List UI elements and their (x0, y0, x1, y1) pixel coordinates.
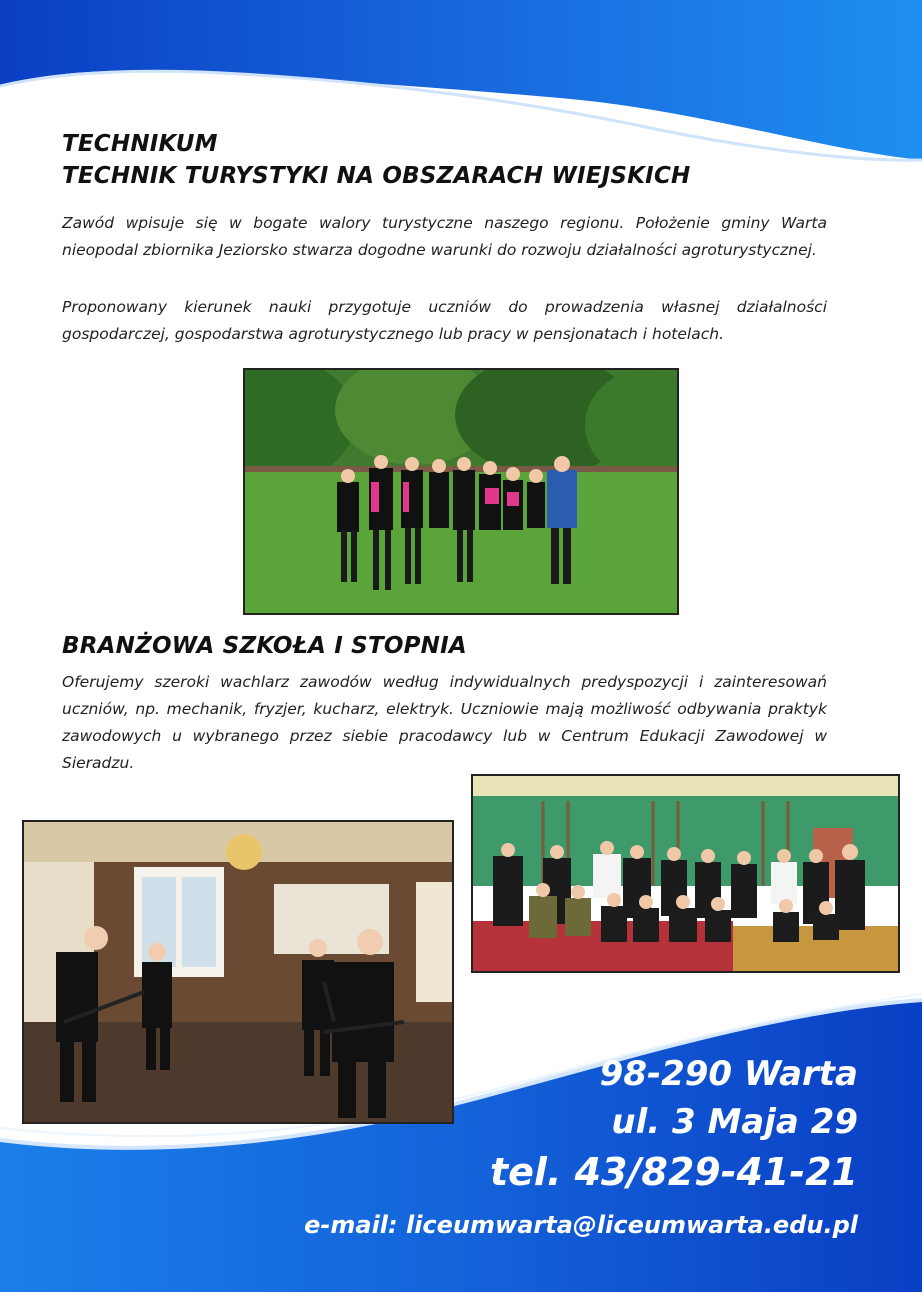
technikum-heading: TECHNIKUM (62, 131, 218, 157)
students-training-photo (22, 820, 454, 1124)
branzowa-heading: BRANŻOWA SZKOŁA I STOPNIA (62, 633, 467, 659)
contact-street-address: ul. 3 Maja 29 (611, 1102, 858, 1142)
technikum-paragraph-2: Proponowany kierunek nauki przygotuje uczniów do prowadzenia własnej działalności gospodarczej, gospodarstwa agroturystycznego lub pracy w pensjonatach i hotelach. (62, 298, 827, 343)
contact-phone: tel. 43/829-41-21 (489, 1150, 858, 1194)
technikum-paragraph-1: Zawód wpisuje się w bogate walory turystyczne naszego regionu. Położenie gminy Warta nieopodal zbiornika Jeziorsko stwarza dogodne warunki do rozwoju działalności agroturystycznej. (62, 214, 827, 259)
branzowa-paragraph: Oferujemy szeroki wachlarz zawodów według indywidualnych predyspozycji i zainteresowań uczniów, np. mechanik, fryzjer, kucharz, elektryk. Uczniowie mają możliwość odbywania praktyk zawodowych u wybranego przez siebie pracodawcy lub w Centrum Edukacji Zawodowej w Sieradzu. (62, 673, 827, 772)
team-photo-football-pitch (243, 368, 679, 615)
contact-email[interactable]: e-mail: liceumwarta@liceumwarta.edu.pl (304, 1211, 858, 1239)
contact-postal-code-city: 98-290 Warta (599, 1054, 858, 1094)
technikum-profession-heading: TECHNIK TURYSTYKI NA OBSZARACH WIEJSKICH (62, 163, 691, 189)
group-photo-sports-hall (471, 774, 900, 973)
